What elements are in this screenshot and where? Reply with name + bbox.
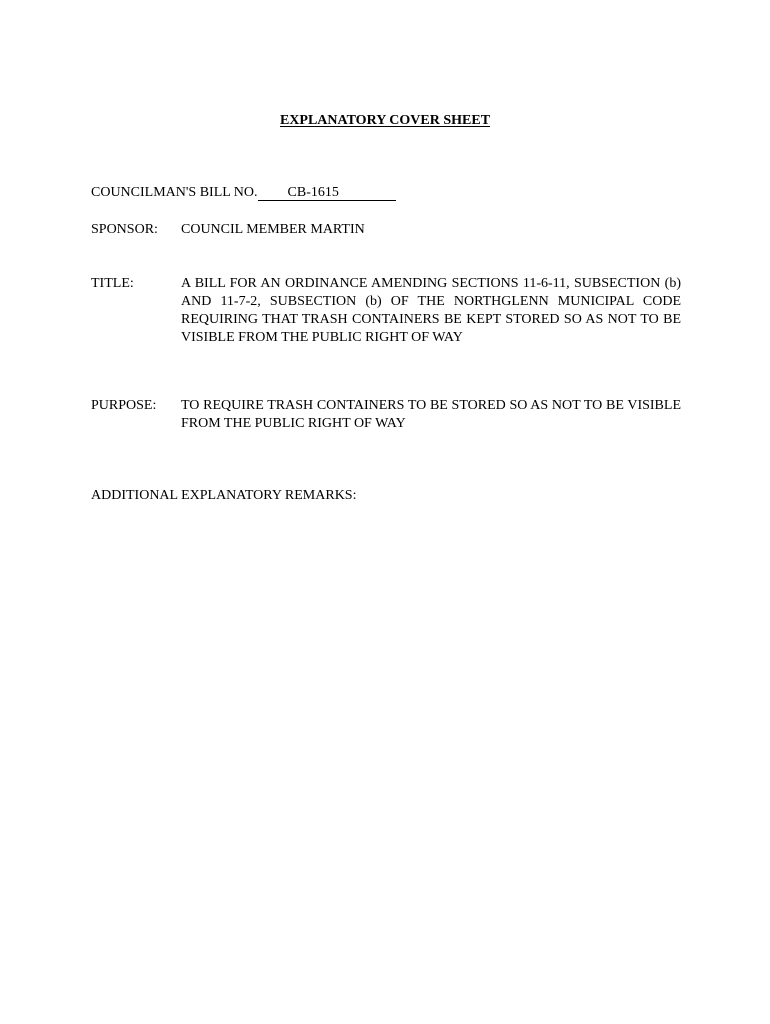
purpose-value: TO REQUIRE TRASH CONTAINERS TO BE STORED SO AS NOT TO BE VISIBLE FROM THE PUBLIC RIGHT OF WAY (181, 398, 681, 431)
bill-number-label: COUNCILMAN'S BILL NO. (91, 185, 258, 200)
bill-number-value: CB-1615 (258, 185, 396, 201)
title-value: A BILL FOR AN ORDINANCE AMENDING SECTIONS 11-6-11, SUBSECTION (b) AND 11-7-2, SUBSECTION (b) OF THE NORTHGLENN MUNICIPAL CODE REQUIRING THAT TRASH CONTAINERS BE KEPT STORED SO AS NOT TO BE VISIBLE FROM THE PUBLIC RIGHT OF WAY (181, 276, 681, 345)
purpose-label: PURPOSE: (91, 398, 157, 413)
bill-number-row (91, 184, 681, 202)
remarks-label: ADDITIONAL EXPLANATORY REMARKS: (91, 488, 357, 503)
document-heading: EXPLANATORY COVER SHEET (279, 113, 491, 128)
title-label: TITLE: (91, 276, 134, 291)
sponsor-value: COUNCIL MEMBER MARTIN (181, 222, 365, 237)
sponsor-label: SPONSOR: (91, 222, 158, 237)
